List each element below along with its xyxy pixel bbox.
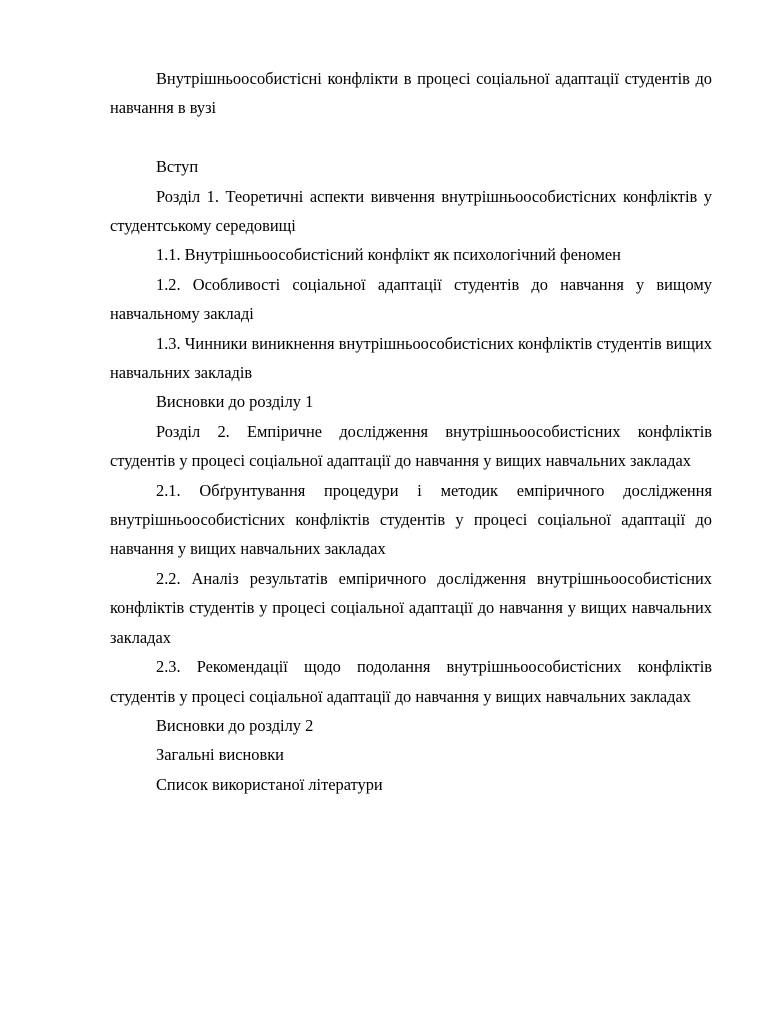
toc-entry-conclusions-2: Висновки до розділу 2 [156,715,314,735]
toc-entry-section-2-3: 2.3. Рекомендації щодо подолання внутрішньоособистісних конфліктів студентів у процесі соціальної адаптації до навчання у вищих навчальних закладах [110,657,712,706]
toc-entry-section-1-2: 1.2. Особливості соціальної адаптації студентів до навчання у вищому навчальному закладі [110,274,712,324]
toc-entry-section-1-1: 1.1. Внутрішньоособистісний конфлікт як психологічний феномен [156,245,621,265]
toc-entry-section-2-1: 2.1. Обґрунтування процедури і методик емпіричного дослідження внутрішньоособистісних конфліктів студентів у процесі соціальної адаптації до навчання у вищих навчальних закладах [110,480,712,559]
toc-entry-introduction: Вступ [156,157,199,177]
document-title: Внутрішньоособистісні конфлікти в процесі соціальної адаптації студентів до навчання в вузі [110,69,712,118]
toc-entry-section-2-2: 2.2. Аналіз результатів емпіричного дослідження внутрішньоособистісних конфліктів студентів у процесі соціальної адаптації до навчання у вищих навчальних закладах [110,568,712,647]
toc-entry-general-conclusions: Загальні висновки [156,745,284,765]
toc-entry-chapter-1: Розділ 1. Теоретичні аспекти вивчення внутрішньоособистісних конфліктів у студентському середовищі [110,186,712,236]
toc-entry-conclusions-1: Висновки до розділу 1 [156,392,314,412]
blank-line [110,123,712,152]
document-body [110,64,712,799]
toc-entry-section-1-3: 1.3. Чинники виникнення внутрішньоособистісних конфліктів студентів вищих навчальних закладів [110,333,712,383]
toc-entry-chapter-2: Розділ 2. Емпіричне дослідження внутрішньоособистісних конфліктів студентів у процесі соціальної адаптації до навчання у вищих навчальних закладах [110,421,712,471]
toc-entry-references: Список використаної літератури [156,774,383,794]
